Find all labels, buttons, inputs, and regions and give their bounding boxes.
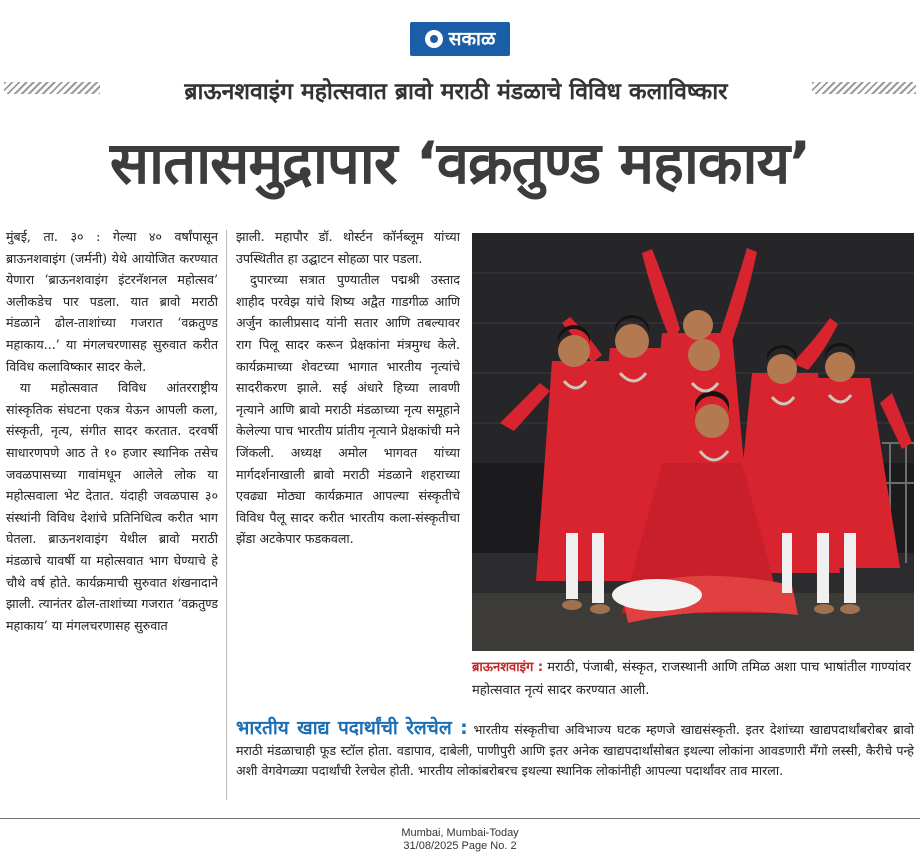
caption-text: मराठी, पंजाबी, संस्कृत, राजस्थानी आणि तमिळ अशा पाच भाषांतील गाण्यांवर महोत्सवात नृत्यं सादर करण्यात आली.: [472, 660, 911, 698]
footer-date-page: 31/08/2025 Page No. 2: [403, 840, 517, 852]
food-section-heading: भारतीय खाद्य पदार्थांची रेलचेल :: [236, 717, 468, 739]
footer-rule: [0, 818, 920, 819]
kicker-headline: ब्राऊनशवाइंग महोत्सवात ब्रावो मराठी मंडळाचे विविध कलाविष्कार: [184, 79, 728, 105]
footer-edition: Mumbai, Mumbai-Today: [401, 827, 519, 839]
article-column-1: [6, 226, 218, 801]
article-paragraph: या महोत्सवात विविध आंतरराष्ट्रीय सांस्कृतिक संघटना एकत्र येऊन आपली कला, संस्कृती, नृत्य, संगीत सादर करतात. दरवर्षी साधारणपणे आठ ते १० हजार स्थानिक तसेच जवळपासच्या गावांमधून आलेले लोक या महोत्सवाला भेट देतात. यंदाही जवळपास ३० संस्थांनी विविध देशांचे प्रतिनिधित्व करीत भाग घेतला. ब्राऊनशवाइंग येथील ब्रावो मराठी मंडळाचे यावर्षी या महोत्सवात भाग घेण्याचे हे चौथे वर्ष होते. कार्यक्रमाची सुरुवात शंखनादाने झाली. त्यानंतर ढोल-ताशांच्या गजरात ‘वक्रतुण्ड महाकाय’ या मंगलचरणासह सुरुवात: [6, 380, 218, 633]
article-paragraph: झाली. महापौर डॉ. थोर्स्टन कॉर्नब्लूम यांच्या उपस्थितीत हा उद्घाटन सोहळा पार पडला.: [236, 229, 460, 266]
caption-dateline: ब्राऊनशवाइंग :: [472, 660, 544, 675]
food-section-text: भारतीय संस्कृतीचा अविभाज्य घटक म्हणजे खाद्यसंस्कृती. इतर देशांच्या खाद्यपदार्थांबरोबर ब्रावो मराठी मंडळाचाही फूड स्टॉल होता. वडापाव, दाबेली, पाणीपुरी आणि इतर अनेक खाद्यपदार्थांसोबत इथल्या लोकांना आवडणारी मँगो लस्सी, कैरीचे पन्हे अशी वेगवेगळ्या पदार्थांची रेलचेल होती. भारतीय लोकांबरोबरच इथल्या स्थानिक लोकांनीही आपल्या पदार्थांवर ताव मारला.: [236, 722, 914, 778]
kicker-hatch-left: [4, 82, 100, 94]
photo-caption: [472, 656, 914, 702]
main-headline: सातासमुद्रापार ‘वक्रतुण्ड महाकाय’: [109, 129, 811, 197]
column-divider: [226, 230, 227, 800]
newspaper-logo: [410, 22, 510, 56]
logo-text: सकाळ: [448, 27, 496, 50]
page-footer: [310, 827, 610, 853]
dance-group-photo: [472, 233, 914, 651]
logo-emblem-icon: [425, 30, 443, 48]
article-paragraph: दुपारच्या सत्रात पुण्यातील पद्मश्री उस्ताद शाहीद परवेझ यांचे शिष्य अद्वैत गाडगीळ आणि अर्जुन कालीप्रसाद यांनी सतार आणि तबल्यावर राग पिलू सादर करून प्रेक्षकांना मंत्रमुग्ध केले. कार्यक्रमाच्या शेवटच्या भागात भारतीय नृत्यांचे सादरीकरण झाले. सई अंधारे हिच्या लावणी नृत्याने आणि ब्रावो मराठी मंडळाच्या नृत्य समूहाने केलेल्या पाच भारतीय प्रांतीय नृत्याने प्रेक्षकांची मने जिंकली. अध्यक्ष अमोल भागवत यांच्या मार्गदर्शनाखाली ब्रावो मराठी मंडळाने शहराच्या एवढ्या मोठ्या कार्यक्रमात आपल्या संस्कृतीचे विविध पैलू सादर करीत भारतीय कला-संस्कृतीचा झेंडा अटकेपार फडकवला.: [236, 272, 460, 547]
article-column-2: [236, 226, 460, 706]
article-paragraph: मुंबई, ता. ३० : गेल्या ४० वर्षांपासून ब्राऊनशवाइंग (जर्मनी) येथे आयोजित करण्यात येणारा ‘ब्राऊनशवाइंग इंटरनॅशनल महोत्सव’ अलीकडेच पार पडला. यात ब्रावो मराठी मंडळाने ढोल-ताशांच्या गजरात ‘वक्रतुण्ड महाकाय...’ या मंगलचरणासह सुरुवात करीत विविध कलाविष्कार सादर केले.: [6, 229, 218, 374]
food-section: [236, 718, 914, 782]
kicker-hatch-right: [812, 82, 916, 94]
